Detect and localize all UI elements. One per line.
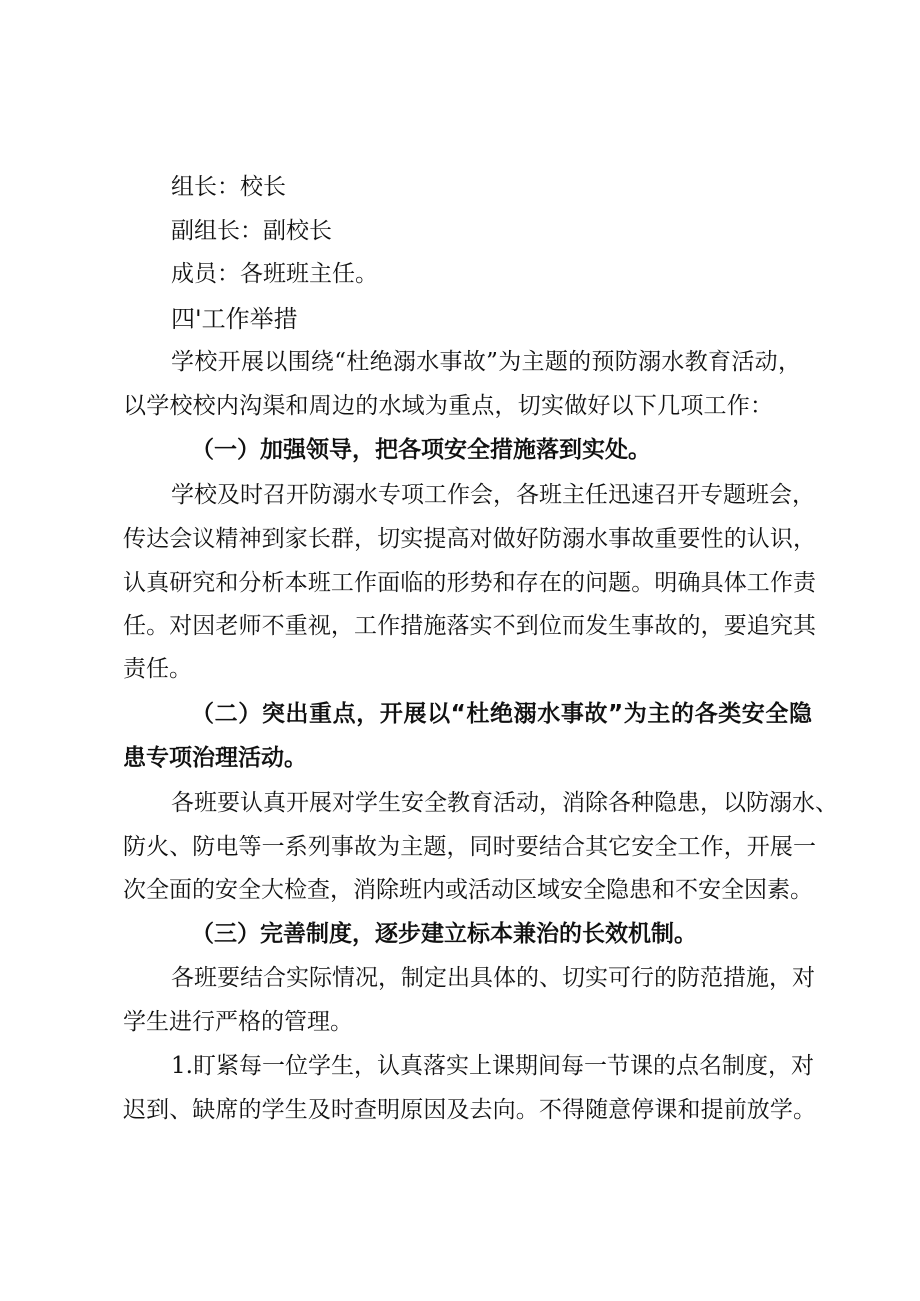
subheading-text: 患专项治理活动。 (123, 745, 307, 771)
subheading-text: （三）完善制度，逐步建立标本兼治的长效机制。 (191, 921, 697, 947)
section-heading-text: 四'工作举措 (171, 305, 298, 333)
paragraph-line (0, 649, 920, 689)
deputy-leader-text: 副组长：副校长 (171, 218, 332, 244)
intro-paragraph-line (0, 342, 920, 382)
subheading-two (0, 738, 920, 778)
members-line (0, 254, 920, 294)
paragraph-line (0, 958, 920, 998)
paragraph-text: 各班要认真开展对学生安全教育活动，消除各种隐患，以防溺水、 (171, 790, 838, 816)
paragraph-text: 任。对因老师不重视，工作措施落实不到位而发生事故的，要追究其 (123, 613, 816, 639)
paragraph-line (0, 1002, 920, 1042)
paragraph-line (0, 870, 920, 910)
paragraph-line (0, 475, 920, 515)
numbered-item-line (0, 1046, 920, 1086)
subheading-text: （二）突出重点，开展以“杜绝溺水事故”为主的各类安全隐 (191, 701, 812, 727)
subheading-two (0, 694, 920, 734)
paragraph-text: 1.盯紧每一位学生，认真落实上课期间每一节课的点名制度，对 (171, 1053, 814, 1079)
deputy-leader-line (0, 211, 920, 251)
paragraph-text: 责任。 (123, 656, 192, 682)
members-text: 成员：各班班主任。 (171, 261, 378, 287)
paragraph-line (0, 563, 920, 603)
section-heading (0, 299, 920, 339)
paragraph-text: 防火、防电等一系列事故为主题，同时要结合其它安全工作，开展一 (123, 834, 816, 860)
paragraph-text: 各班要结合实际情况，制定出具体的、切实可行的防范措施，对 (171, 965, 815, 991)
paragraph-line (0, 827, 920, 867)
paragraph-text: 学校及时召开防溺水专项工作会，各班主任迅速召开专题班会， (171, 482, 815, 508)
group-leader-text: 组长：校长 (171, 174, 286, 200)
paragraph-line (0, 606, 920, 646)
intro-paragraph-line (0, 386, 920, 426)
paragraph-text: 认真研究和分析本班工作面临的形势和存在的问题。明确具体工作责 (123, 570, 816, 596)
subheading-three (0, 914, 920, 954)
paragraph-text: 学生进行严格的管理。 (123, 1009, 353, 1035)
paragraph-text: 学校开展以围绕“杜绝溺水事故”为主题的预防溺水教育活动， (171, 349, 801, 375)
paragraph-line (0, 783, 920, 823)
subheading-text: （一）加强领导，把各项安全措施落到实处。 (191, 437, 651, 463)
paragraph-text: 传达会议精神到家长群，切实提高对做好防溺水事故重要性的认识， (123, 526, 816, 552)
group-leader-line (0, 167, 920, 207)
subheading-one (0, 430, 920, 470)
paragraph-line (0, 519, 920, 559)
numbered-item-line (0, 1090, 920, 1130)
paragraph-text: 迟到、缺席的学生及时查明原因及去向。不得随意停课和提前放学。 (123, 1097, 816, 1123)
paragraph-text: 以学校校内沟渠和周边的水域为重点，切实做好以下几项工作： (123, 393, 773, 419)
paragraph-text: 次全面的安全大检查，消除班内或活动区域安全隐患和不安全因素。 (123, 877, 813, 903)
